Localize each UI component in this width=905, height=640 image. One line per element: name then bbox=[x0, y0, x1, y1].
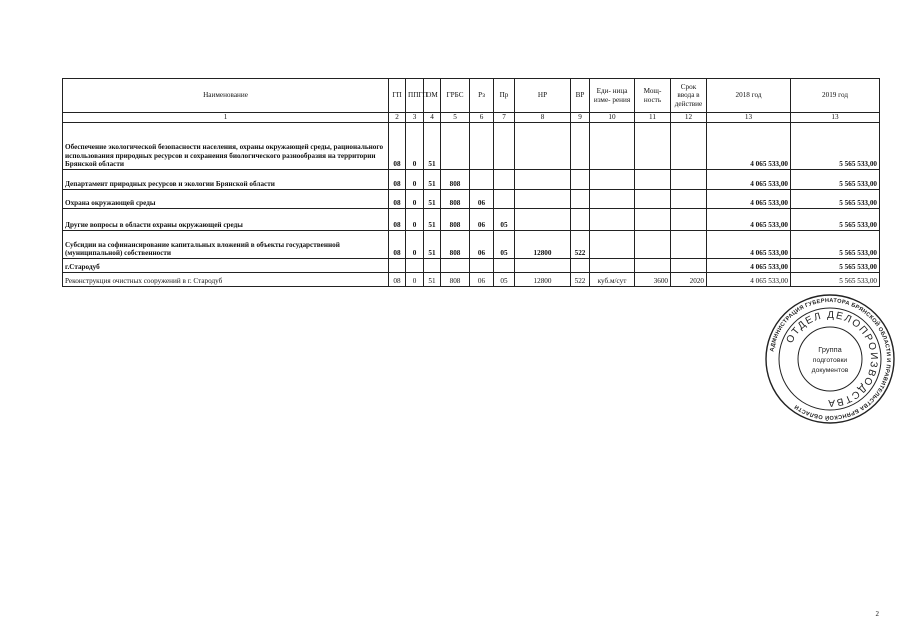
cell-term bbox=[671, 209, 707, 231]
table-row bbox=[63, 170, 880, 190]
column-number: 4 bbox=[424, 113, 441, 123]
header-cell: ОМ bbox=[424, 79, 441, 113]
cell-vr bbox=[571, 259, 590, 273]
row-name: Субсидии на софинансирование капитальных вложений в объекты государственной (муниципальной) собственности bbox=[63, 231, 389, 259]
cell-om: 51 bbox=[424, 273, 441, 287]
budget-table bbox=[62, 78, 880, 287]
stamp-ring-text: ОТДЕЛ ДЕЛОПРОИЗВОДСТВА bbox=[784, 309, 880, 409]
column-number: 11 bbox=[635, 113, 671, 123]
cell-ppgp: 0 bbox=[406, 123, 424, 170]
cell-unit bbox=[590, 209, 635, 231]
cell-vr bbox=[571, 209, 590, 231]
cell-ppgp: 0 bbox=[406, 209, 424, 231]
cell-grbs bbox=[441, 259, 470, 273]
column-number: 1 bbox=[63, 113, 389, 123]
column-number: 3 bbox=[406, 113, 424, 123]
cell-2018: 4 065 533,00 bbox=[707, 190, 791, 209]
cell-pr bbox=[494, 190, 515, 209]
cell-nr bbox=[515, 170, 571, 190]
cell-om: 51 bbox=[424, 190, 441, 209]
cell-term: 2020 bbox=[671, 273, 707, 287]
cell-2018: 4 065 533,00 bbox=[707, 209, 791, 231]
cell-gp: 08 bbox=[389, 273, 406, 287]
page-number: 2 bbox=[875, 610, 879, 618]
cell-unit: куб.м/сут bbox=[590, 273, 635, 287]
cell-ppgp: 0 bbox=[406, 170, 424, 190]
header-cell: 2018 год bbox=[707, 79, 791, 113]
cell-rz: 06 bbox=[470, 190, 494, 209]
header-cell: НР bbox=[515, 79, 571, 113]
cell-nr bbox=[515, 209, 571, 231]
header-cell: ГРБС bbox=[441, 79, 470, 113]
cell-rz: 06 bbox=[470, 209, 494, 231]
cell-pr: 05 bbox=[494, 209, 515, 231]
column-number: 6 bbox=[470, 113, 494, 123]
row-name: Обеспечение экологической безопасности населения, охраны окружающей среды, рационального использования природных ресурсов и сохранения биологического разнообразия на территории Брянской области bbox=[63, 123, 389, 170]
cell-term bbox=[671, 170, 707, 190]
cell-ppgp: 0 bbox=[406, 231, 424, 259]
cell-om: 51 bbox=[424, 231, 441, 259]
cell-rz bbox=[470, 123, 494, 170]
cell-term bbox=[671, 259, 707, 273]
cell-grbs: 808 bbox=[441, 209, 470, 231]
cell-gp bbox=[389, 259, 406, 273]
cell-vr: 522 bbox=[571, 273, 590, 287]
cell-om bbox=[424, 259, 441, 273]
cell-vr bbox=[571, 170, 590, 190]
cell-power bbox=[635, 190, 671, 209]
cell-unit bbox=[590, 123, 635, 170]
row-name: Другие вопросы в области охраны окружающей среды bbox=[63, 209, 389, 231]
cell-unit bbox=[590, 190, 635, 209]
cell-2019: 5 565 533,00 bbox=[791, 170, 880, 190]
table-row bbox=[63, 259, 880, 273]
cell-gp: 08 bbox=[389, 209, 406, 231]
cell-pr: 05 bbox=[494, 231, 515, 259]
cell-power: 3600 bbox=[635, 273, 671, 287]
cell-om: 51 bbox=[424, 123, 441, 170]
stamp-center-line1: Группа bbox=[818, 345, 842, 354]
header-cell: ВР bbox=[571, 79, 590, 113]
cell-om: 51 bbox=[424, 170, 441, 190]
column-number-row bbox=[63, 113, 880, 123]
stamp-center-line3: документов bbox=[811, 367, 849, 374]
cell-om: 51 bbox=[424, 209, 441, 231]
column-number: 10 bbox=[590, 113, 635, 123]
cell-rz bbox=[470, 170, 494, 190]
cell-vr bbox=[571, 123, 590, 170]
cell-2019: 5 565 533,00 bbox=[791, 190, 880, 209]
table-row bbox=[63, 273, 880, 287]
table-row bbox=[63, 123, 880, 170]
cell-2019: 5 565 533,00 bbox=[791, 209, 880, 231]
cell-grbs bbox=[441, 123, 470, 170]
column-number: 8 bbox=[515, 113, 571, 123]
stamp-center-line2: подготовки bbox=[812, 357, 848, 364]
header-cell: Пр bbox=[494, 79, 515, 113]
cell-gp: 08 bbox=[389, 231, 406, 259]
cell-gp: 08 bbox=[389, 170, 406, 190]
header-cell: 2019 год bbox=[791, 79, 880, 113]
cell-power bbox=[635, 209, 671, 231]
row-name: г.Стародуб bbox=[63, 259, 389, 273]
cell-2019: 5 565 533,00 bbox=[791, 259, 880, 273]
row-name: Охрана окружающей среды bbox=[63, 190, 389, 209]
column-number: 13 bbox=[791, 113, 880, 123]
cell-gp: 08 bbox=[389, 190, 406, 209]
stamp-outer-text: АДМИНИСТРАЦИЯ ГУБЕРНАТОРА БРЯНСКОЙ ОБЛАСТИ И ПРАВИТЕЛЬСТВА БРЯНСКОЙ ОБЛАСТИ bbox=[769, 297, 892, 421]
cell-2018: 4 065 533,00 bbox=[707, 273, 791, 287]
cell-nr bbox=[515, 190, 571, 209]
header-cell: ППГП bbox=[406, 79, 424, 113]
cell-nr bbox=[515, 259, 571, 273]
cell-nr bbox=[515, 123, 571, 170]
cell-term bbox=[671, 123, 707, 170]
cell-gp: 08 bbox=[389, 123, 406, 170]
cell-vr bbox=[571, 190, 590, 209]
table-row bbox=[63, 209, 880, 231]
cell-term bbox=[671, 231, 707, 259]
cell-2019: 5 565 533,00 bbox=[791, 231, 880, 259]
header-cell: Наименование bbox=[63, 79, 389, 113]
cell-2018: 4 065 533,00 bbox=[707, 170, 791, 190]
cell-power bbox=[635, 123, 671, 170]
cell-rz: 06 bbox=[470, 273, 494, 287]
cell-grbs: 808 bbox=[441, 231, 470, 259]
cell-unit bbox=[590, 231, 635, 259]
table-row bbox=[63, 231, 880, 259]
column-number: 7 bbox=[494, 113, 515, 123]
cell-grbs: 808 bbox=[441, 170, 470, 190]
row-name: Департамент природных ресурсов и экологии Брянской области bbox=[63, 170, 389, 190]
cell-term bbox=[671, 190, 707, 209]
cell-rz: 06 bbox=[470, 231, 494, 259]
header-cell: Рз bbox=[470, 79, 494, 113]
cell-grbs: 808 bbox=[441, 273, 470, 287]
office-stamp bbox=[763, 292, 897, 426]
column-number: 9 bbox=[571, 113, 590, 123]
column-number: 12 bbox=[671, 113, 707, 123]
cell-2019: 5 565 533,00 bbox=[791, 273, 880, 287]
cell-pr: 05 bbox=[494, 273, 515, 287]
cell-pr bbox=[494, 123, 515, 170]
cell-pr bbox=[494, 259, 515, 273]
cell-power bbox=[635, 231, 671, 259]
cell-vr: 522 bbox=[571, 231, 590, 259]
cell-ppgp bbox=[406, 259, 424, 273]
cell-ppgp: 0 bbox=[406, 190, 424, 209]
cell-pr bbox=[494, 170, 515, 190]
header-cell: Срок ввода в действие bbox=[671, 79, 707, 113]
column-number: 2 bbox=[389, 113, 406, 123]
cell-power bbox=[635, 259, 671, 273]
header-row bbox=[63, 79, 880, 113]
column-number: 5 bbox=[441, 113, 470, 123]
cell-unit bbox=[590, 259, 635, 273]
cell-2018: 4 065 533,00 bbox=[707, 231, 791, 259]
cell-ppgp: 0 bbox=[406, 273, 424, 287]
header-cell: Еди- ница изме- рения bbox=[590, 79, 635, 113]
cell-nr: 12800 bbox=[515, 231, 571, 259]
row-name: Реконструкция очистных сооружений в г. Стародуб bbox=[63, 273, 389, 287]
cell-rz bbox=[470, 259, 494, 273]
column-number: 13 bbox=[707, 113, 791, 123]
cell-2018: 4 065 533,00 bbox=[707, 123, 791, 170]
cell-power bbox=[635, 170, 671, 190]
cell-2019: 5 565 533,00 bbox=[791, 123, 880, 170]
header-cell: ГП bbox=[389, 79, 406, 113]
cell-nr: 12800 bbox=[515, 273, 571, 287]
cell-unit bbox=[590, 170, 635, 190]
header-cell: Мощ- ность bbox=[635, 79, 671, 113]
cell-grbs: 808 bbox=[441, 190, 470, 209]
table-row bbox=[63, 190, 880, 209]
cell-2018: 4 065 533,00 bbox=[707, 259, 791, 273]
